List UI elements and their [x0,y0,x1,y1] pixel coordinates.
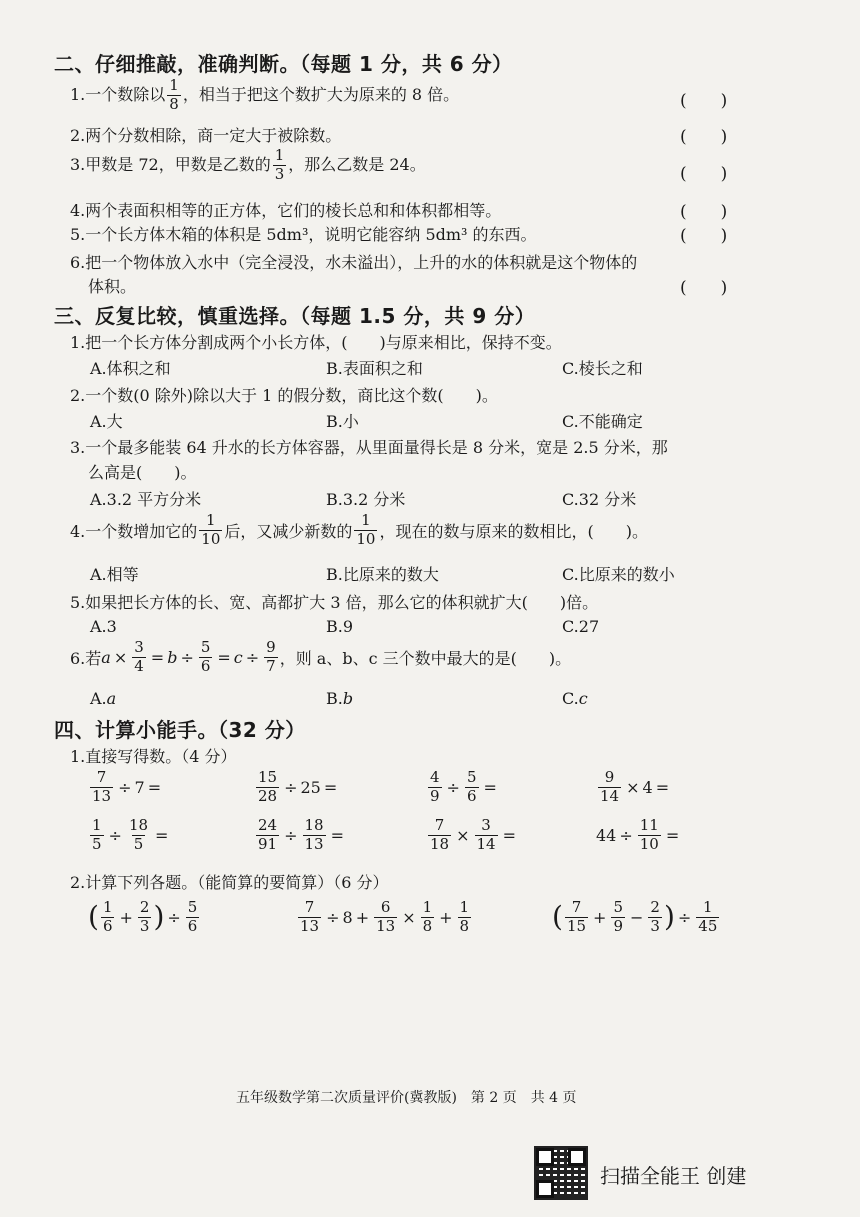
calc-r2-4 [596,818,682,853]
frac-num: 11 [639,816,659,834]
number: 8 [342,907,353,927]
frac-num: 6 [380,898,391,916]
frac-den: 3 [650,916,660,935]
frac-num: 1 [206,511,216,529]
s3-q6 [70,640,571,675]
equals-sign: = [502,825,516,845]
qr-code-icon [536,1148,586,1198]
qr-finder [536,1148,554,1166]
s3-q6-option-c [562,689,588,708]
calc-r2-3 [426,818,519,853]
calc-r1-1 [88,770,164,805]
scanner-watermark: 扫描全能王 创建 [600,1164,747,1188]
frac-den: 13 [304,834,324,853]
section-4-title: 四、计算小能手。（32 分） [54,718,306,742]
frac-num: 7 [96,768,107,786]
fraction [256,770,279,805]
frac-den: 6 [466,786,477,805]
frac-den: 3 [139,916,150,935]
number: 7 [134,777,145,797]
frac-den: 13 [92,786,112,805]
option-letter: B. [326,689,343,708]
frac-num: 3 [134,638,144,656]
frac-den: 10 [201,529,221,548]
fraction [374,900,397,935]
equals-sign: = [147,777,162,797]
section-3-title: 三、反复比较，慎重选择。（每题 1.5 分，共 9 分） [54,304,536,328]
answer-paren-4: ( ) [680,202,728,222]
s4-part2-title: 2.计算下列各题。（能简算的要简算）（6 分） [70,873,389,892]
s3-q6-pre: 6.若 [70,648,102,668]
var-c: c [233,647,243,667]
equals-sign: = [655,777,670,797]
equals-sign: = [155,825,169,845]
left-paren: ( [88,900,99,934]
frac-num: 1 [169,76,179,94]
left-paren: ( [552,900,563,934]
calc-r1-2 [254,770,340,805]
s2-q5: 5.一个长方体木箱的体积是 5dm³，说明它能容纳 5dm³ 的东西。 [70,225,537,244]
page-footer: 五年级数学第二次质量评价(冀教版) 第 2 页 共 4 页 [236,1090,577,1106]
frac-den: 6 [200,656,211,675]
equals-sign: = [330,825,344,845]
operator: ÷ [446,777,460,797]
frac-num: 1 [361,511,371,529]
frac-num: 9 [266,638,276,656]
fraction [90,818,104,853]
frac-den: 13 [376,916,396,935]
frac-num: 7 [434,816,445,834]
fraction [428,770,442,805]
fraction [127,818,150,853]
fraction [465,770,479,805]
s3-q2-option-c: C.不能确定 [562,412,643,431]
calc-r1-4 [596,770,672,805]
frac-num: 5 [613,898,623,916]
frac-den: 45 [698,916,718,935]
fraction [421,900,435,935]
frac-num: 3 [481,816,491,834]
s2-q1-post: ，相当于把这个数扩大为原来的 8 倍。 [182,84,460,104]
s3-q4-pre: 4.一个数增加它的 [70,521,198,541]
s3-q5-option-b: B.9 [326,617,354,636]
option-var: c [578,689,588,708]
frac-num: 4 [430,768,440,786]
operator: × [456,825,470,845]
s2-q4: 4.两个表面积相等的正方体，它们的棱长总和和体积都相等。 [70,201,502,220]
fraction [256,818,279,853]
s3-q2-option-a: A.大 [90,412,123,431]
number: 25 [300,777,321,797]
s3-q4-frac2 [354,513,377,548]
qr-finder [568,1148,586,1166]
calc-r1-3 [426,770,500,805]
option-var: a [106,689,117,708]
calc-r2-2 [254,818,347,853]
number: 44 [596,825,617,845]
frac-den: 6 [102,916,113,935]
s3-q3-option-b: B.3.2 分米 [326,490,406,509]
s3-q4 [70,513,648,548]
s2-q6-line2: 体积。 [88,277,137,296]
s3-q5: 5.如果把长方体的长、宽、高都扩大 3 倍，那么它的体积就扩大( )倍。 [70,593,599,612]
frac-den: 3 [274,164,285,183]
s3-q1-option-b: B.表面积之和 [326,359,423,378]
frac-num: 15 [258,768,278,786]
frac-den: 28 [258,786,278,805]
s3-q1: 1.把一个长方体分割成两个小长方体，( )与原来相比，保持不变。 [70,333,562,352]
fraction [611,900,625,935]
fraction [138,900,152,935]
frac-num: 2 [139,898,150,916]
equals-sign: = [217,647,231,667]
frac-den: 7 [266,656,276,675]
fraction [428,818,451,853]
s3-q6-post: ，则 a、b、c 三个数中最大的是( )。 [279,648,572,668]
calc-r2-1 [88,818,171,853]
s3-q5-option-a: A.3 [90,617,117,636]
frac-den: 8 [169,94,179,113]
s3-q4-option-a: A.相等 [90,565,139,584]
s3-q4-option-c: C.比原来的数小 [562,565,675,584]
option-letter: C. [562,689,579,708]
fraction [638,818,661,853]
frac-den: 10 [639,834,659,853]
s3-q3-line2: 么高是( )。 [88,463,197,482]
frac-den: 18 [430,834,450,853]
divide-sign: ÷ [326,907,340,927]
frac-den: 14 [600,786,620,805]
fraction [648,900,662,935]
s3-q4-frac1 [199,513,222,548]
s3-q4-post: ，现在的数与原来的数相比，( )。 [379,521,648,541]
frac-den: 10 [356,529,376,548]
var-b: b [167,647,178,667]
answer-paren-5: ( ) [680,226,728,246]
s2-q2: 2.两个分数相除，商一定大于被除数。 [70,126,342,145]
fraction [186,900,200,935]
expression-3 [552,900,721,935]
s3-q1-option-c: C.棱长之和 [562,359,643,378]
operator: ÷ [108,825,122,845]
frac-den: 15 [566,916,587,935]
s3-q6-frac2 [199,640,213,675]
answer-paren-6: ( ) [680,278,728,298]
frac-den: 5 [92,834,102,853]
s2-q1-pre: 1.一个数除以 [70,84,166,104]
frac-den: 91 [258,834,278,853]
divide-sign: ÷ [167,907,181,927]
fraction [101,900,115,935]
answer-paren-2: ( ) [680,127,728,147]
s2-q3-frac [273,148,287,183]
operator: ÷ [619,825,633,845]
number: 4 [642,777,653,797]
plus-sign: + [439,907,453,927]
s3-q6-frac1 [132,640,146,675]
s3-q2: 2.一个数(0 除外)除以大于 1 的假分数，商比这个数( )。 [70,386,498,405]
plus-sign: + [593,907,607,927]
fraction [696,900,719,935]
s4-part1-title: 1.直接写得数。（4 分） [70,747,237,766]
frac-num: 1 [703,898,713,916]
plus-sign: + [355,907,370,927]
s3-q5-option-c: C.27 [562,617,600,636]
frac-num: 1 [274,146,285,164]
s3-q3-line1: 3.一个最多能装 64 升水的长方体容器，从里面量得长是 8 分米，宽是 2.5 分米，那 [70,438,668,457]
fraction [475,818,498,853]
frac-den: 4 [134,656,144,675]
frac-num: 24 [258,816,278,834]
frac-num: 5 [187,898,198,916]
frac-den: 9 [613,916,623,935]
divide-sign: ÷ [180,647,194,667]
operator: ÷ [284,777,298,797]
frac-den: 8 [459,916,470,935]
frac-num: 18 [128,816,149,834]
s2-q3-post: ，那么乙数是 24。 [288,154,426,174]
s2-q1 [70,78,459,113]
operator: ÷ [284,825,298,845]
answer-paren-1: ( ) [680,91,728,111]
s3-q4-mid: 后，又减少新数的 [224,521,353,541]
equals-sign: = [150,647,165,667]
var-a: a [101,647,111,667]
operator: × [626,777,640,797]
divide-sign: ÷ [245,647,260,667]
s2-q3 [70,148,426,183]
s3-q3-option-a: A.3.2 平方分米 [90,490,202,509]
fraction [90,770,113,805]
answer-paren-3: ( ) [680,164,728,184]
equals-sign: = [323,777,338,797]
frac-den: 9 [430,786,440,805]
s3-q3-option-c: C.32 分米 [562,490,637,509]
frac-num: 7 [571,898,582,916]
option-var: b [342,689,354,708]
qr-finder [536,1180,554,1198]
frac-num: 5 [200,638,211,656]
fraction [458,900,472,935]
minus-sign: − [629,907,644,927]
plus-sign: + [119,907,133,927]
frac-num: 18 [304,816,324,834]
expression-1 [88,900,201,935]
frac-num: 1 [102,898,113,916]
fraction [565,900,588,935]
frac-num: 9 [604,768,615,786]
frac-num: 1 [92,816,102,834]
equals-sign: = [665,825,680,845]
equals-sign: = [483,777,497,797]
fraction [298,900,321,935]
s3-q6-frac3 [264,640,278,675]
frac-den: 14 [476,834,496,853]
frac-den: 8 [422,916,433,935]
s3-q6-option-b [326,689,353,708]
fraction [598,770,621,805]
divide-sign: ÷ [677,907,692,927]
frac-num: 1 [459,898,470,916]
s3-q4-option-b: B.比原来的数大 [326,565,439,584]
s3-q2-option-b: B.小 [326,412,359,431]
section-2-title: 二、仔细推敲，准确判断。（每题 1 分，共 6 分） [54,52,513,76]
option-letter: A. [90,689,107,708]
frac-num: 1 [422,898,433,916]
fraction [303,818,326,853]
operator: ÷ [118,777,132,797]
expression-2 [296,900,473,935]
s3-q1-option-a: A.体积之和 [90,359,171,378]
frac-num: 5 [466,768,477,786]
right-paren: ) [153,900,165,934]
times-sign: × [113,647,128,667]
frac-den: 5 [133,834,144,853]
frac-num: 2 [650,898,660,916]
frac-den: 13 [300,916,320,935]
frac-den: 6 [187,916,198,935]
s3-q6-option-a [90,689,116,708]
right-paren: ) [663,900,675,934]
s2-q6-line1: 6.把一个物体放入水中（完全浸没，水未溢出），上升的水的体积就是这个物体的 [70,253,638,272]
s2-q1-frac [167,78,181,113]
frac-num: 7 [304,898,315,916]
times-sign: × [402,907,416,927]
s2-q3-pre: 3.甲数是 72，甲数是乙数的 [70,154,271,174]
